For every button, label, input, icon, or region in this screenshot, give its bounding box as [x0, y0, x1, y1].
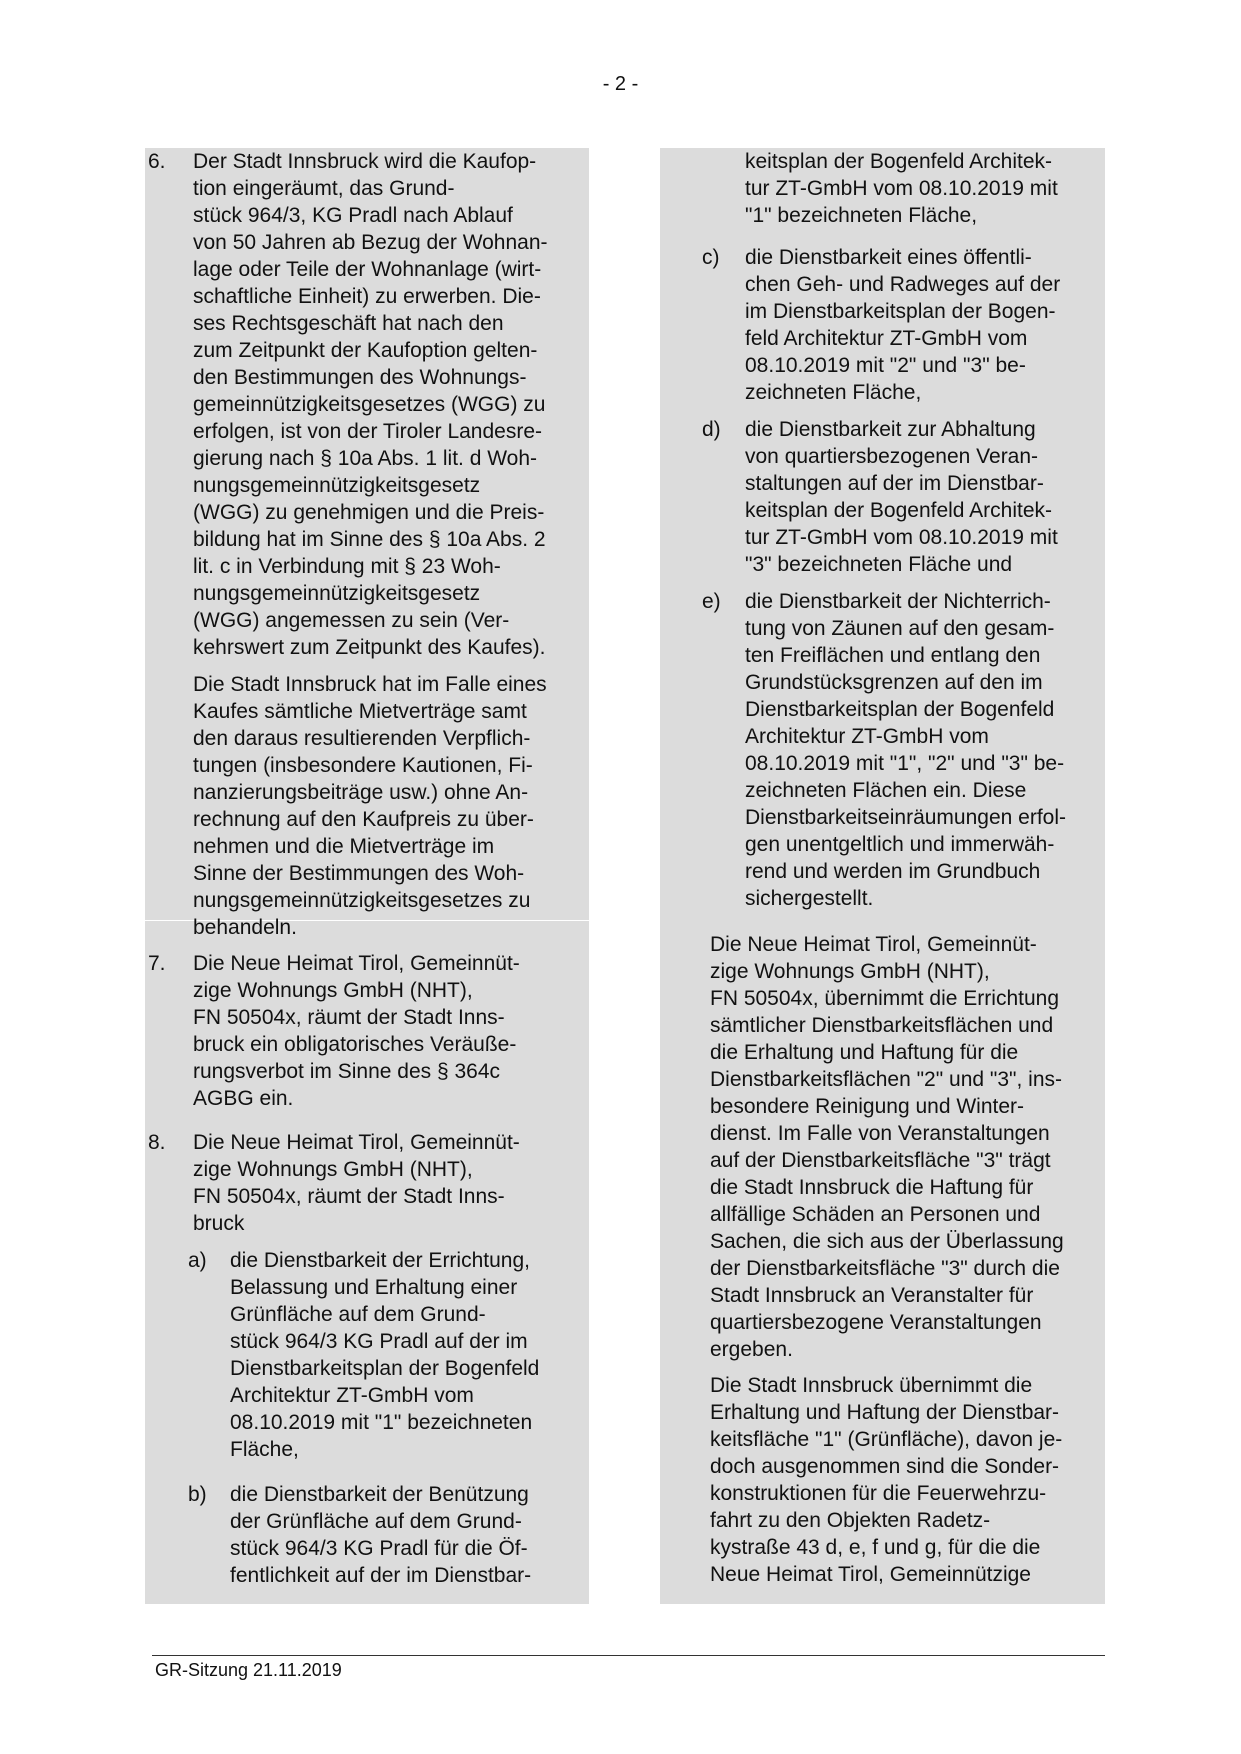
text-line: Die Stadt Innsbruck hat im Falle eines	[193, 673, 547, 696]
text-line: tur ZT-GmbH vom 08.10.2019 mit	[745, 177, 1058, 200]
text-line: der Grünfläche auf dem Grund-	[230, 1510, 522, 1533]
text-line: stück 964/3, KG Pradl nach Ablauf	[193, 204, 513, 227]
text-line: Stadt Innsbruck an Veranstalter für	[710, 1284, 1034, 1307]
text-line: Die Neue Heimat Tirol, Gemeinnüt-	[710, 933, 1037, 956]
text-line: sämtlicher Dienstbarkeitsflächen und	[710, 1014, 1054, 1037]
text-line: nanzierungsbeiträge usw.) ohne An-	[193, 781, 529, 804]
footer-text: GR-Sitzung 21.11.2019	[155, 1660, 342, 1680]
text-line: 08.10.2019 mit "1", "2" und "3" be-	[745, 752, 1065, 775]
text-line: Erhaltung und Haftung der Dienstbar-	[710, 1401, 1060, 1424]
text-line: FN 50504x, räumt der Stadt Inns-	[193, 1006, 505, 1029]
paragraph-nht-responsibility	[710, 931, 1064, 1363]
text-line: stück 964/3 KG Pradl für die Öf-	[230, 1537, 528, 1560]
text-line: den daraus resultierenden Verpflich-	[193, 727, 531, 750]
text-line: Grünfläche auf dem Grund-	[230, 1303, 486, 1326]
text-line: ergeben.	[710, 1338, 793, 1361]
text-line: Die Neue Heimat Tirol, Gemeinnüt-	[193, 952, 520, 975]
text-line: rungsverbot im Sinne des § 364c	[193, 1060, 501, 1083]
text-line: keitsfläche "1" (Grünfläche), davon je-	[710, 1428, 1063, 1451]
text-line: keitsplan der Bogenfeld Architek-	[745, 499, 1053, 522]
sub-item-e-text	[745, 588, 1066, 912]
text-line: gen unentgeltlich und immerwäh-	[745, 833, 1055, 856]
text-line: zeichneten Fläche,	[745, 381, 922, 404]
text-line: chen Geh- und Radweges auf der	[745, 273, 1061, 296]
text-line: zige Wohnungs GmbH (NHT),	[710, 960, 990, 983]
text-line: den Bestimmungen des Wohnungs-	[193, 366, 527, 389]
text-line: rend und werden im Grundbuch	[745, 860, 1041, 883]
text-line: stück 964/3 KG Pradl auf der im	[230, 1330, 528, 1353]
text-line: bruck ein obligatorisches Veräuße-	[193, 1033, 517, 1056]
text-line: ses Rechtsgeschäft hat nach den	[193, 312, 504, 335]
text-line: zeichneten Flächen ein. Diese	[745, 779, 1027, 802]
text-line: kehrswert zum Zeitpunkt des Kaufes).	[193, 636, 546, 659]
item-7-text	[193, 950, 520, 1112]
text-line: 08.10.2019 mit "2" und "3" be-	[745, 354, 1026, 377]
text-line: nungsgemeinnützigkeitsgesetz	[193, 474, 481, 497]
text-line: besondere Reinigung und Winter-	[710, 1095, 1025, 1118]
text-line: FN 50504x, räumt der Stadt Inns-	[193, 1185, 505, 1208]
text-line: bruck	[193, 1212, 245, 1235]
text-line: von 50 Jahren ab Bezug der Wohnan-	[193, 231, 548, 254]
item-8-text	[193, 1129, 520, 1237]
text-line: von quartiersbezogenen Veran-	[745, 445, 1039, 468]
text-line: nehmen und die Mietverträge im	[193, 835, 495, 858]
sub-item-a-text	[230, 1247, 539, 1463]
text-line: AGBG ein.	[193, 1087, 294, 1110]
text-line: Belassung und Erhaltung einer	[230, 1276, 518, 1299]
text-line: Kaufes sämtliche Mietverträge samt	[193, 700, 527, 723]
text-line: die Erhaltung und Haftung für die	[710, 1041, 1019, 1064]
text-line: auf der Dienstbarkeitsfläche "3" trägt	[710, 1149, 1051, 1172]
text-line: (WGG) angemessen zu sein (Ver-	[193, 609, 510, 632]
text-line: tung von Zäunen auf den gesam-	[745, 617, 1055, 640]
left-column	[145, 148, 589, 1604]
text-line: lage oder Teile der Wohnanlage (wirt-	[193, 258, 542, 281]
text-line: keitsplan der Bogenfeld Architek-	[745, 150, 1053, 173]
text-line: fahrt zu den Objekten Radetz-	[710, 1509, 991, 1532]
text-line: (WGG) zu genehmigen und die Preis-	[193, 501, 545, 524]
sub-item-letter: d)	[702, 418, 721, 441]
text-line: nungsgemeinnützigkeitsgesetz	[193, 582, 481, 605]
text-line: Architektur ZT-GmbH vom	[230, 1384, 474, 1407]
text-line: lit. c in Verbindung mit § 23 Woh-	[193, 555, 501, 578]
text-line: behandeln.	[193, 916, 297, 939]
text-line: 08.10.2019 mit "1" bezeichneten	[230, 1411, 533, 1434]
text-line: die Dienstbarkeit eines öffentli-	[745, 246, 1032, 269]
text-line: doch ausgenommen sind die Sonder-	[710, 1455, 1060, 1478]
text-line: die Stadt Innsbruck die Haftung für	[710, 1176, 1034, 1199]
item-6-paragraph-1	[193, 148, 548, 661]
text-line: Neue Heimat Tirol, Gemeinnützige	[710, 1563, 1031, 1586]
text-line: tungen (insbesondere Kautionen, Fi-	[193, 754, 533, 777]
text-line: erfolgen, ist von der Tiroler Landesre-	[193, 420, 543, 443]
sub-item-letter: a)	[188, 1249, 207, 1272]
text-line: die Dienstbarkeit der Errichtung,	[230, 1249, 530, 1272]
text-line: bildung hat im Sinne des § 10a Abs. 2	[193, 528, 546, 551]
text-line: Dienstbarkeitsflächen "2" und "3", ins-	[710, 1068, 1062, 1091]
sub-item-letter: c)	[702, 246, 720, 269]
right-column	[660, 148, 1105, 1604]
text-line: dienst. Im Falle von Veranstaltungen	[710, 1122, 1050, 1145]
page-number: - 2 -	[602, 73, 639, 95]
sub-item-c-text	[745, 244, 1060, 406]
text-line: Dienstbarkeitseinräumungen erfol-	[745, 806, 1066, 829]
text-line: Sinne der Bestimmungen des Woh-	[193, 862, 525, 885]
text-line: kystraße 43 d, e, f und g, für die die	[710, 1536, 1041, 1559]
text-line: Sachen, die sich aus der Überlassung	[710, 1230, 1064, 1253]
text-line: im Dienstbarkeitsplan der Bogen-	[745, 300, 1056, 323]
text-line: gemeinnützigkeitsgesetzes (WGG) zu	[193, 393, 546, 416]
sub-item-letter: b)	[188, 1483, 207, 1506]
text-line: allfällige Schäden an Personen und	[710, 1203, 1041, 1226]
text-line: die Dienstbarkeit der Nichterrich-	[745, 590, 1051, 613]
text-line: rechnung auf den Kaufpreis zu über-	[193, 808, 534, 831]
text-line: gierung nach § 10a Abs. 1 lit. d Woh-	[193, 447, 537, 470]
text-line: quartiersbezogene Veranstaltungen	[710, 1311, 1042, 1334]
text-line: Fläche,	[230, 1438, 299, 1461]
text-line: sichergestellt.	[745, 887, 874, 910]
text-line: die Dienstbarkeit zur Abhaltung	[745, 418, 1036, 441]
sub-item-b-text	[230, 1481, 531, 1589]
paragraph-stadt-responsibility	[710, 1372, 1062, 1588]
sub-item-b-continued	[745, 148, 1058, 229]
text-line: Die Stadt Innsbruck übernimmt die	[710, 1374, 1033, 1397]
text-line: zum Zeitpunkt der Kaufoption gelten-	[193, 339, 538, 362]
text-line: staltungen auf der im Dienstbar-	[745, 472, 1044, 495]
text-line: Grundstücksgrenzen auf den im	[745, 671, 1043, 694]
text-line: Architektur ZT-GmbH vom	[745, 725, 989, 748]
text-line: fentlichkeit auf der im Dienstbar-	[230, 1564, 532, 1587]
text-line: Die Neue Heimat Tirol, Gemeinnüt-	[193, 1131, 520, 1154]
text-line: Dienstbarkeitsplan der Bogenfeld	[230, 1357, 540, 1380]
text-line: tion eingeräumt, das Grund-	[193, 177, 455, 200]
text-line: FN 50504x, übernimmt die Errichtung	[710, 987, 1059, 1010]
text-line: feld Architektur ZT-GmbH vom	[745, 327, 1028, 350]
item-6-paragraph-2	[193, 671, 547, 941]
text-line: tur ZT-GmbH vom 08.10.2019 mit	[745, 526, 1058, 549]
text-line: der Dienstbarkeitsfläche "3" durch die	[710, 1257, 1060, 1280]
text-line: zige Wohnungs GmbH (NHT),	[193, 1158, 473, 1181]
sub-item-letter: e)	[702, 590, 721, 613]
item-number: 6.	[148, 150, 166, 173]
text-line: zige Wohnungs GmbH (NHT),	[193, 979, 473, 1002]
item-number: 7.	[148, 952, 166, 975]
text-line: die Dienstbarkeit der Benützung	[230, 1483, 529, 1506]
text-line: Dienstbarkeitsplan der Bogenfeld	[745, 698, 1055, 721]
text-line: "1" bezeichneten Fläche,	[745, 204, 978, 227]
text-line: ten Freiflächen und entlang den	[745, 644, 1041, 667]
text-line: Der Stadt Innsbruck wird die Kaufop-	[193, 150, 537, 173]
text-line: schaftliche Einheit) zu erwerben. Die-	[193, 285, 541, 308]
item-number: 8.	[148, 1131, 166, 1154]
footer-rule	[152, 1655, 1105, 1656]
text-line: "3" bezeichneten Fläche und	[745, 553, 1013, 576]
text-line: konstruktionen für die Feuerwehrzu-	[710, 1482, 1047, 1505]
text-line: nungsgemeinnützigkeitsgesetzes zu	[193, 889, 531, 912]
sub-item-d-text	[745, 416, 1058, 578]
